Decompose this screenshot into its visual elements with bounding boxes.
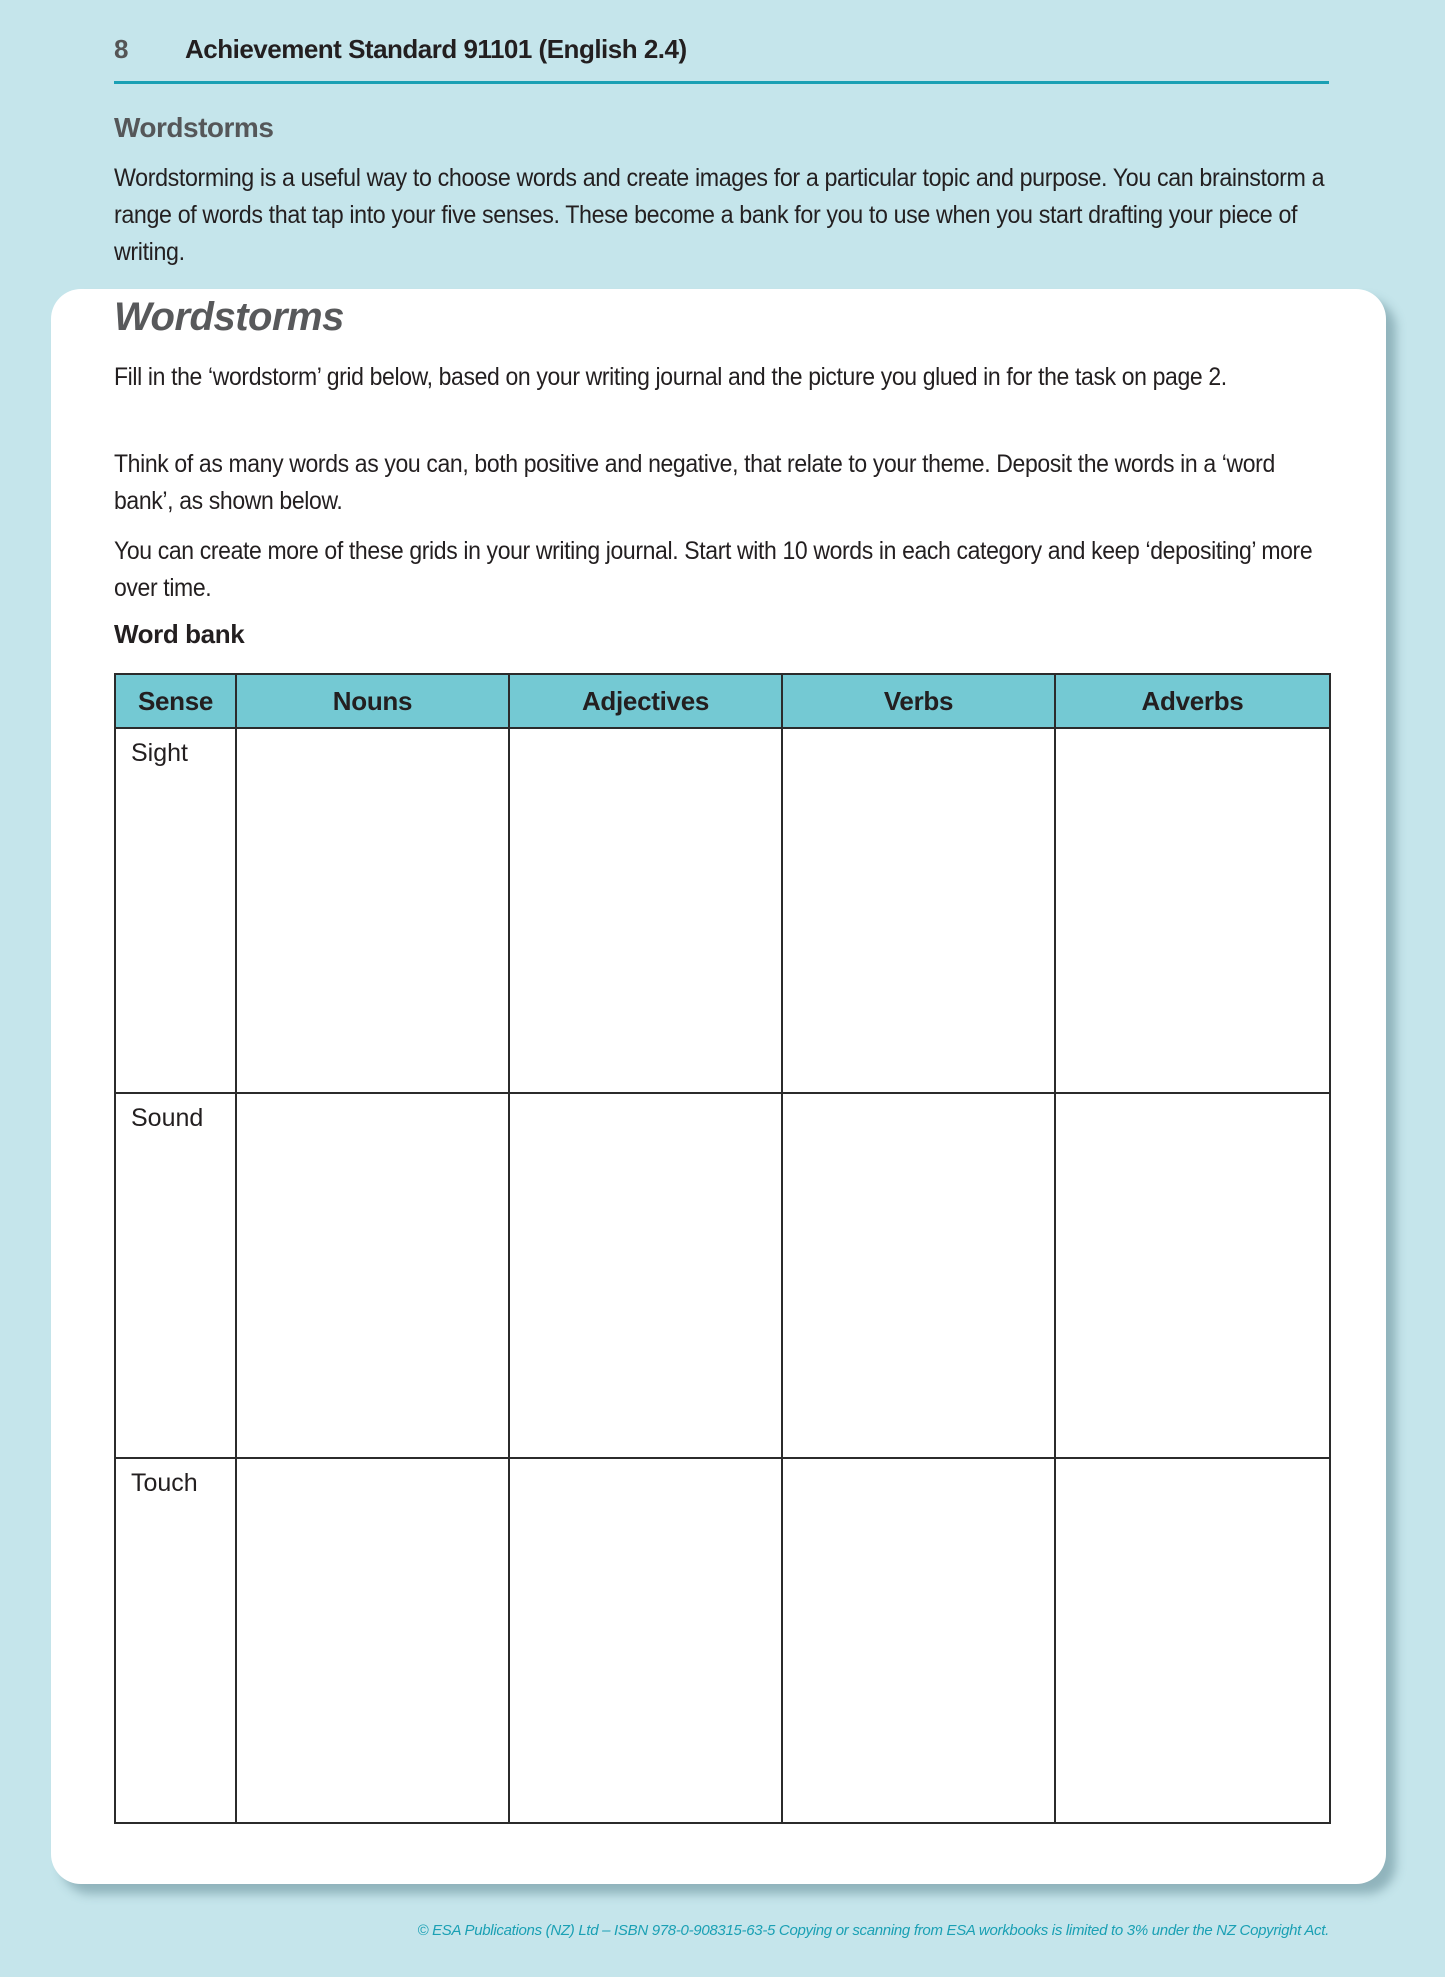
sense-label: Touch	[115, 1458, 236, 1823]
adjectives-cell[interactable]	[509, 728, 782, 1093]
adjectives-cell[interactable]	[509, 1458, 782, 1823]
adjectives-cell[interactable]	[509, 1093, 782, 1458]
table-row-touch	[115, 1458, 1330, 1823]
column-header-sense: Sense	[115, 674, 236, 728]
nouns-cell[interactable]	[236, 1458, 509, 1823]
column-header-adjectives: Adjectives	[509, 674, 782, 728]
instruction-paragraph-3: You can create more of these grids in your writing journal. Start with 10 words in each category and keep ‘depositing’ more over time.	[114, 537, 1313, 602]
table-row-sight	[115, 728, 1330, 1093]
page-number: 8	[114, 34, 129, 64]
verbs-cell[interactable]	[782, 1458, 1055, 1823]
word-bank-table	[114, 673, 1331, 1824]
word-bank-label: Word bank	[114, 619, 245, 649]
copyright-footer: © ESA Publications (NZ) Ltd – ISBN 978-0-908315-63-5 Copying or scanning from ESA workbooks is limited to 3% under the NZ Copyright Act.	[417, 1922, 1329, 1939]
sense-label: Sound	[115, 1093, 236, 1458]
activity-title: Wordstorms	[114, 295, 344, 339]
adverbs-cell[interactable]	[1055, 1458, 1330, 1823]
table-header-row	[115, 674, 1330, 728]
sense-label: Sight	[115, 728, 236, 1093]
nouns-cell[interactable]	[236, 1093, 509, 1458]
intro-paragraph: Wordstorming is a useful way to choose words and create images for a particular topic and purpose. You can brainstorm a range of words that tap into your five senses. These become a bank for you to use when you start drafting your piece of writing.	[114, 164, 1325, 266]
column-header-verbs: Verbs	[782, 674, 1055, 728]
header-title: Achievement Standard 91101 (English 2.4)	[185, 34, 687, 64]
adverbs-cell[interactable]	[1055, 728, 1330, 1093]
verbs-cell[interactable]	[782, 728, 1055, 1093]
adverbs-cell[interactable]	[1055, 1093, 1330, 1458]
section-title: Wordstorms	[114, 112, 274, 143]
verbs-cell[interactable]	[782, 1093, 1055, 1458]
column-header-adverbs: Adverbs	[1055, 674, 1330, 728]
instruction-paragraph-1: Fill in the ‘wordstorm’ grid below, based on your writing journal and the picture you glued in for the task on page 2.	[114, 363, 1227, 391]
column-header-nouns: Nouns	[236, 674, 509, 728]
page-header	[114, 30, 1329, 84]
table-row-sound	[115, 1093, 1330, 1458]
activity-card	[51, 289, 1386, 1884]
nouns-cell[interactable]	[236, 728, 509, 1093]
instruction-paragraph-2: Think of as many words as you can, both positive and negative, that relate to your theme. Deposit the words in a ‘word bank’, as shown below.	[114, 450, 1275, 515]
